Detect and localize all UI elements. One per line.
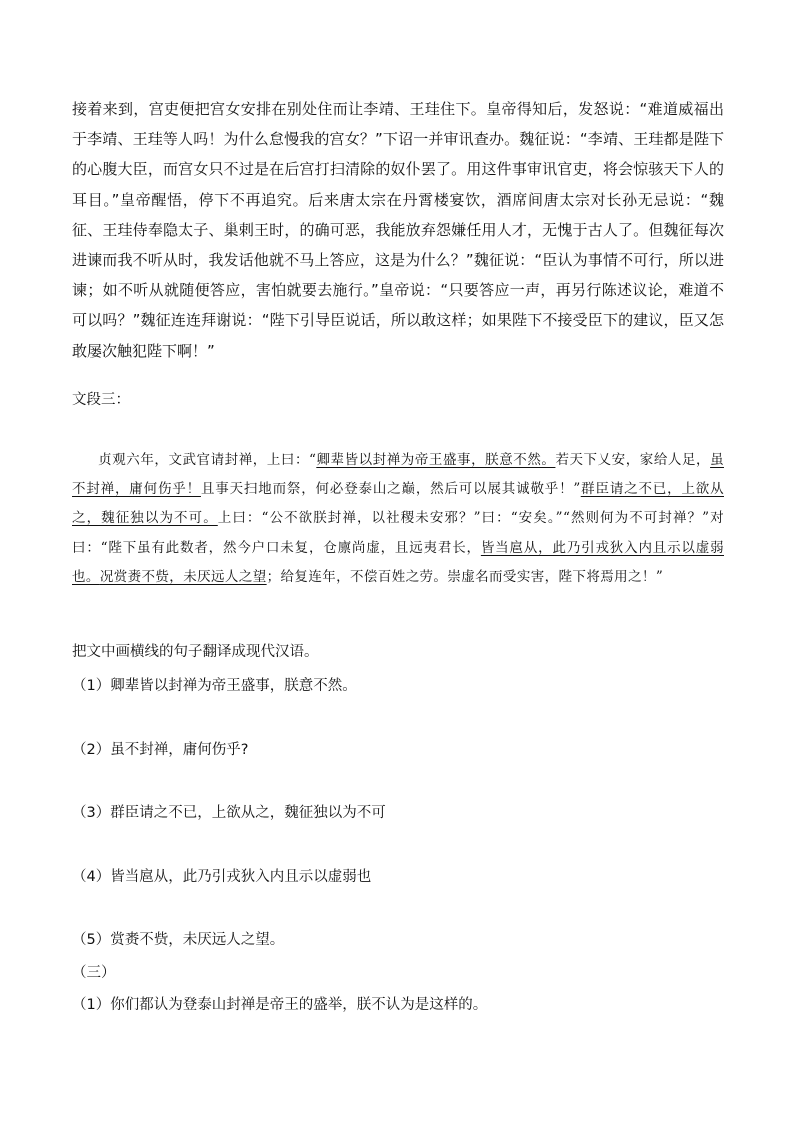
- classical-passage: [72, 446, 724, 592]
- underlined-sentence-3: 群臣请之不已，上欲从之，魏征独以为不可。: [72, 481, 724, 527]
- question-4: （4）皆当扈从，此乃引戎狄入内且示以虚弱也: [72, 869, 372, 885]
- translation-passage: 接着来到，宫吏便把宫女安排在别处住而让李靖、王珪住下。皇帝得知后，发怒说：“难道威福出于李靖、王珪等人吗！为什么怠慢我的宫女？”下诏一并审讯查办。魏征说：“李靖、王珪都是陛下的心腹大臣，而宫女只不过是在后宫打扫清除的奴仆罢了。用这件事审讯官吏，将会惊骇天下人的耳目。”皇帝醒悟，停下不再追究。后来唐太宗在丹霄楼宴饮，酒席间唐太宗对长孙无忌说：“魏征、王珪侍奉隐太子、巢剌王时，的确可恶，我能放弃怨嫌任用人才，无愧于古人了。但魏征每次进谏而我不听从时，我发话他就不马上答应，这是为什么？”魏征说：“臣认为事情不可行，所以进谏；如不听从就随便答应，害怕就要去施行。”皇帝说：“只要答应一声，再另行陈述议论，难道不可以吗？”魏征连连拜谢说：“陛下引导臣说话，所以敢这样；如果陛下不接受臣下的建议，臣又怎敢屡次触犯陛下啊！”: [72, 100, 724, 360]
- question-2: （2）虽不封禅，庸何伤乎?: [72, 742, 249, 758]
- question-1: （1）卿辈皆以封禅为帝王盛事，朕意不然。: [72, 678, 357, 694]
- passage-segment: 且事天扫地而祭，何必登泰山之巅，然后可以展其诚敬乎！”: [200, 481, 581, 498]
- translation-passage-block: [72, 94, 724, 366]
- underlined-sentence-2: 虽不封禅，庸何伤乎！: [72, 452, 724, 498]
- question-3: （3）群臣请之不已，上欲从之，魏征独以为不可: [72, 805, 386, 821]
- instruction-text: 把文中画横线的句子翻译成现代汉语。: [72, 644, 319, 660]
- section-label: 文段三：: [72, 392, 130, 408]
- answer-1: （1）你们都认为登泰山封禅是帝王的盛举，朕不认为是这样的。: [72, 997, 488, 1013]
- question-5: （5）赏赉不赀，未厌远人之望。: [72, 932, 285, 948]
- passage-segment: 贞观六年，文武官请封禅，上曰：“: [98, 452, 317, 468]
- passage-segment: ；给复连年，不偿百姓之劳。崇虚名而受实害，陛下将焉用之！”: [266, 568, 664, 585]
- answer-header: （三）: [72, 965, 116, 981]
- passage-segment: 上曰：“公不欲朕封禅，以社稷未安邪？”曰：“安矣。”“然则何为不可封禅？”对曰：“陛下虽有此数者，然今户口未复，仓廪尚虚，且远夷君长，: [72, 510, 725, 556]
- underlined-sentence-1: 卿辈皆以封禅为帝王盛事，朕意不然。: [316, 452, 556, 468]
- underlined-sentence-4: 皆当扈从，此乃引戎狄入内且示以虚弱也。: [72, 539, 724, 585]
- passage-segment: 若天下乂安，家给人足，: [555, 452, 711, 468]
- underlined-sentence-5: 况赏赉不赀，未厌远人之望: [99, 568, 267, 585]
